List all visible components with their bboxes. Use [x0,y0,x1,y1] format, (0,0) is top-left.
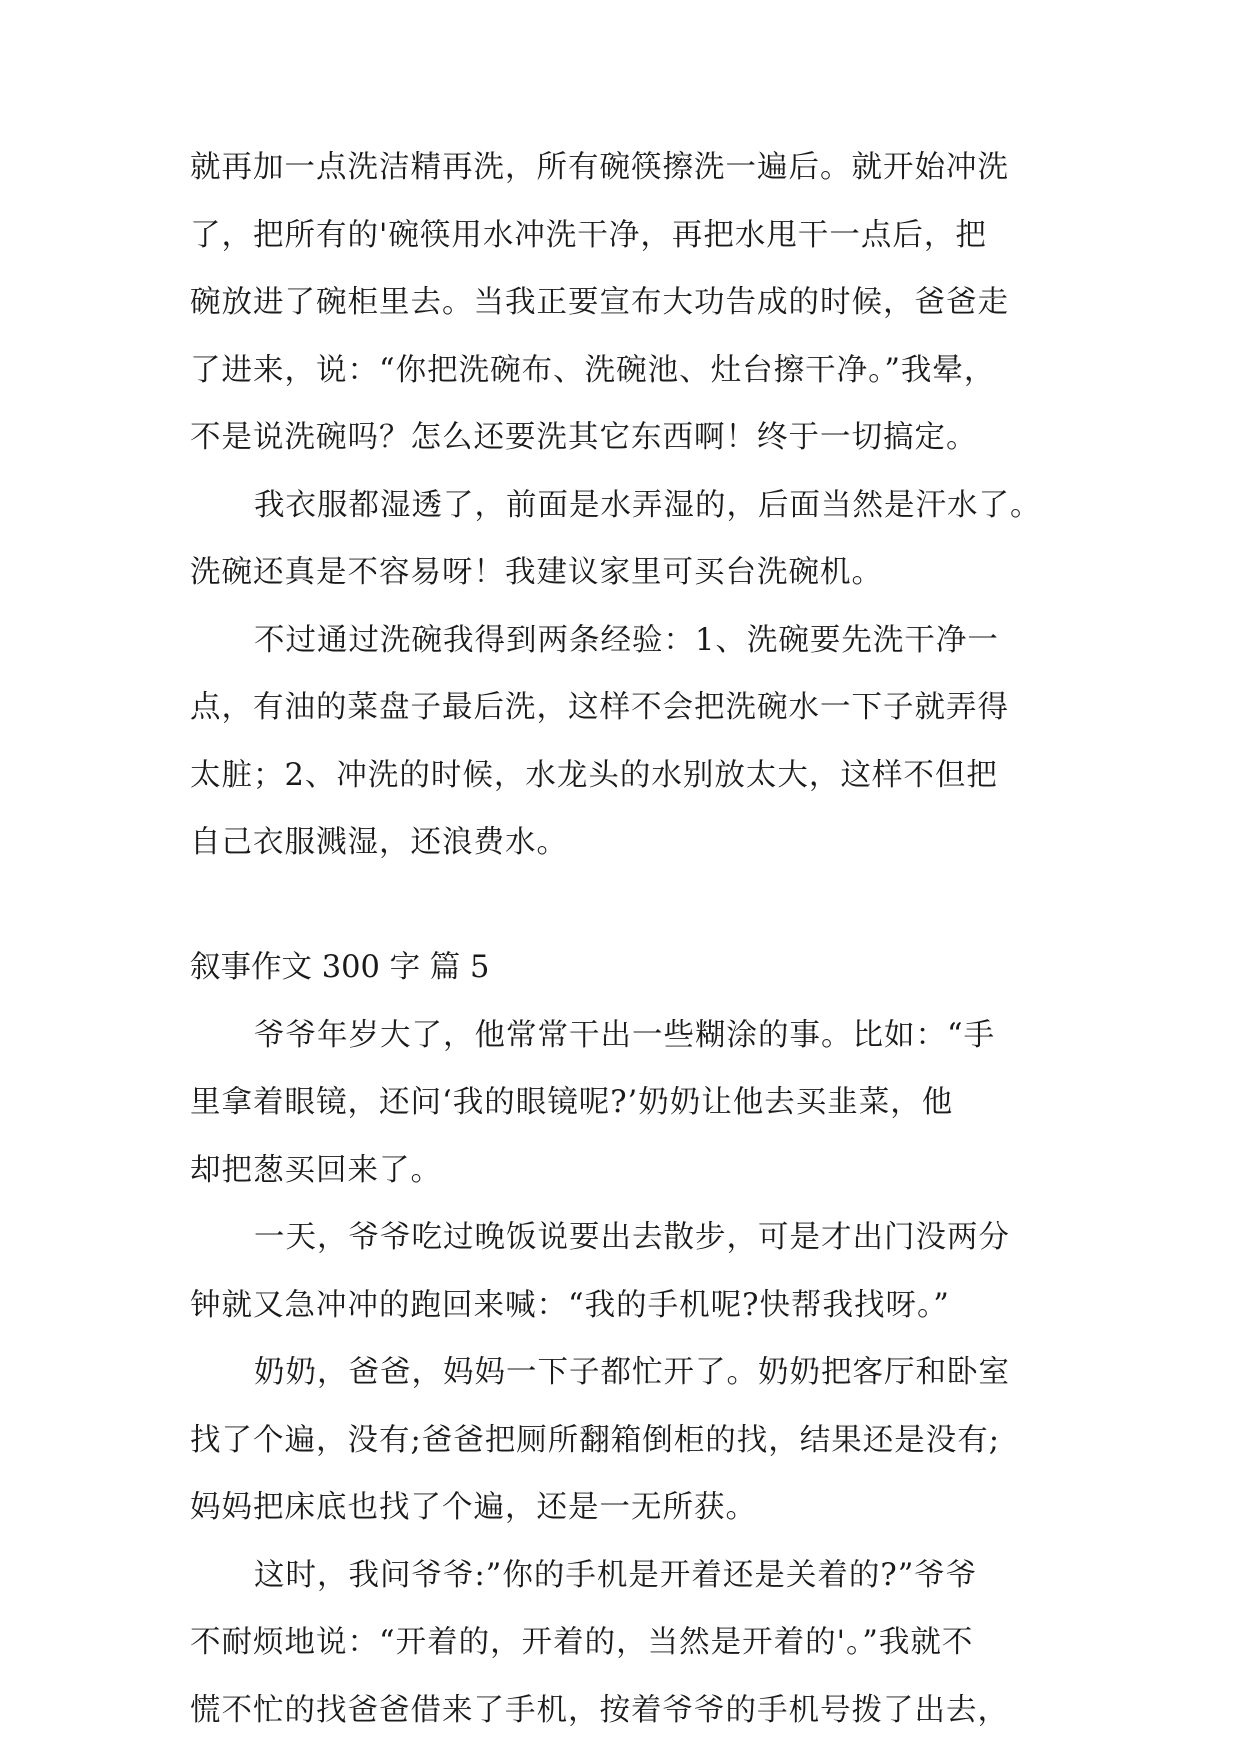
paragraph-line: 点，有油的菜盘子最后洗，这样不会把洗碗水一下子就弄得 [190,690,1009,725]
paragraph-line: 就再加一点洗洁精再洗，所有碗筷擦洗一遍后。就开始冲洗 [190,150,1009,185]
paragraph-line: 一天，爷爷吃过晚饭说要出去散步，可是才出门没两分 [254,1220,1010,1255]
paragraph-line: 妈妈把床底也找了个遍，还是一无所获。 [190,1490,757,1525]
paragraph-line: 奶奶，爸爸，妈妈一下子都忙开了。奶奶把客厅和卧室 [254,1355,1010,1390]
paragraph-line: 找了个遍，没有;爸爸把厕所翻箱倒柜的找，结果还是没有; [190,1423,1001,1458]
paragraph-line: 却把葱买回来了。 [190,1153,442,1188]
paragraph-line: 不耐烦地说：“开着的，开着的，当然是开着的'。”我就不 [190,1625,974,1660]
paragraph-line: 钟就又急冲冲的跑回来喊：“我的手机呢?快帮我找呀。” [190,1288,950,1323]
paragraph-line: 这时，我问爷爷:”你的手机是开着还是关着的?”爷爷 [254,1558,978,1593]
paragraph-line: 太脏；2、冲洗的时候，水龙头的水别放太大，这样不但把 [190,758,998,793]
paragraph-line: 碗放进了碗柜里去。当我正要宣布大功告成的时候，爸爸走 [190,285,1009,320]
paragraph-line: 洗碗还真是不容易呀！我建议家里可买台洗碗机。 [190,555,883,590]
paragraph-line: 里拿着眼镜，还问‘我的眼镜呢?’奶奶让他去买韭菜，他 [190,1085,954,1120]
paragraph-line: 爷爷年岁大了，他常常干出一些糊涂的事。比如：“手 [254,1018,996,1053]
paragraph-line: 了，把所有的'碗筷用水冲洗干净，再把水甩干一点后，把 [190,218,987,253]
paragraph-line: 不过通过洗碗我得到两条经验：1、洗碗要先洗干净一 [254,623,999,658]
paragraph-line: 我衣服都湿透了，前面是水弄湿的，后面当然是汗水了。 [254,488,1042,523]
paragraph-line: 了进来，说：“你把洗碗布、洗碗池、灶台擦干净。”我晕， [190,353,996,388]
paragraph-line: 自己衣服溅湿，还浪费水。 [190,825,568,860]
section-heading: 叙事作文 300 字 篇 5 [190,950,490,985]
paragraph-line: 不是说洗碗吗？怎么还要洗其它东西啊！终于一切搞定。 [190,420,978,455]
paragraph-line: 慌不忙的找爸爸借来了手机，按着爷爷的手机号拨了出去， [190,1693,1009,1728]
